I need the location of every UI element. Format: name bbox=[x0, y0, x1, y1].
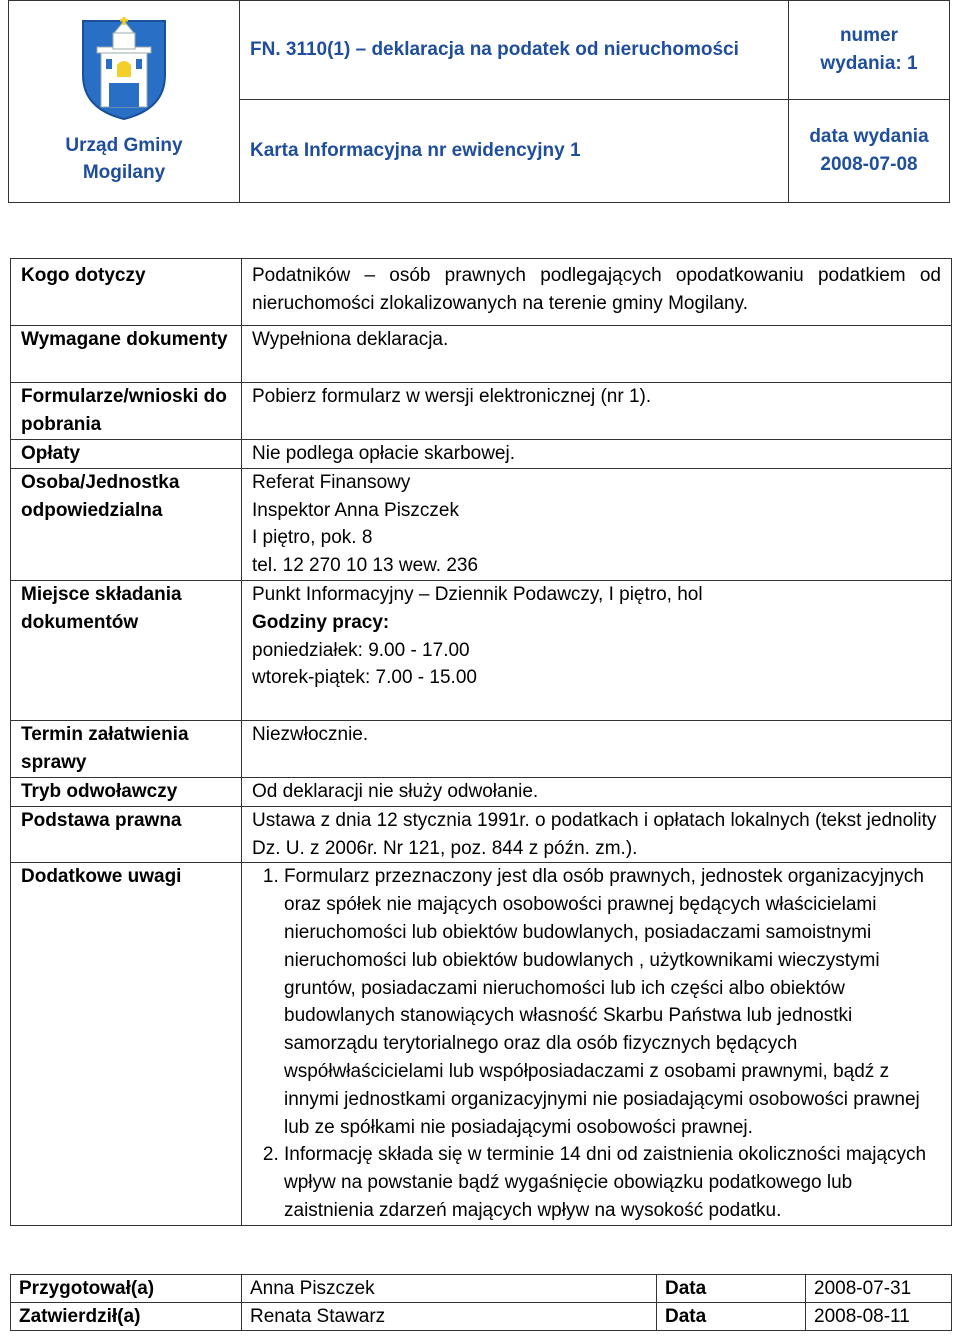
value-place bbox=[242, 580, 952, 720]
value-who: Podatników – osób prawnych podlegających opodatkowaniu podatkiem od nieruchomości zlokalizowanych na terenie gminy Mogilany. bbox=[242, 259, 952, 326]
responsible-unit: Referat Finansowy bbox=[252, 471, 411, 493]
label-notes: Dodatkowe uwagi bbox=[11, 863, 242, 1225]
place-location: Punkt Informacyjny – Dziennik Podawczy, I piętro, hol bbox=[252, 583, 703, 605]
issue-date-label: data wydania bbox=[809, 126, 929, 147]
row-notes bbox=[11, 863, 952, 1225]
responsible-room: I piętro, pok. 8 bbox=[252, 527, 373, 549]
place-hours-monday: poniedziałek: 9.00 - 17.00 bbox=[252, 639, 470, 661]
prepared-date: 2008-07-31 bbox=[806, 1275, 952, 1303]
label-appeal: Tryb odwoławczy bbox=[11, 777, 242, 806]
office-name-line1: Urząd Gminy bbox=[65, 135, 183, 156]
issue-number-cell bbox=[789, 1, 950, 100]
note-item-2: 2. Informację składa się w terminie 14 dni od zaistnienia okoliczności mających wpływ na powstanie bądź wygaśnięcie obowiązku podatkowego lub zaistnienia zdarzeń mających wpływ na wysokość podatku. bbox=[284, 1141, 941, 1224]
note-item-1: 1. Formularz przeznaczony jest dla osób prawnych, jednostek organizacyjnych oraz spółek nie mających osobowości prawnej będących właścicielami nieruchomości lub obiektów budowlanych, posiadaczami samoistnymi nieruchomości lub obiektów budowlanych , użytkownikami wieczystymi gruntów, posiadaczami nieruchomości lub ich części albo obiektów budowlanych stanowiących własność Skarbu Państwa lub jednostki samorządu terytorialnego oraz dla osób fizycznych będących współwłaścicielami lub współposiadaczami z osobami prawnymi, bądź z innymi jednostkami organizacyjnymi nie posiadającymi osobowości prawnej lub ze spółkami nie posiadającymi osobowości prawnej. bbox=[284, 863, 941, 1141]
value-legal: Ustawa z dnia 12 stycznia 1991r. o podatkach i opłatach lokalnych (tekst jednolity Dz. U. z 2006r. Nr 121, poz. 844 z późn. zm.). bbox=[242, 806, 952, 863]
label-forms: Formularze/wnioski do pobrania bbox=[11, 383, 242, 440]
row-term bbox=[11, 720, 952, 777]
office-name-line2: Mogilany bbox=[82, 162, 166, 183]
row-place bbox=[11, 580, 952, 720]
approval-table bbox=[10, 1274, 952, 1331]
row-who bbox=[11, 259, 952, 326]
label-who: Kogo dotyczy bbox=[11, 259, 242, 326]
row-appeal bbox=[11, 777, 952, 806]
row-docs bbox=[11, 326, 952, 383]
value-fees: Nie podlega opłacie skarbowej. bbox=[242, 440, 952, 469]
responsible-person: Inspektor Anna Piszczek bbox=[252, 499, 459, 521]
label-responsible: Osoba/Jednostka odpowiedzialna bbox=[11, 468, 242, 580]
approved-date-label: Data bbox=[657, 1303, 806, 1331]
responsible-phone: tel. 12 270 10 13 wew. 236 bbox=[252, 555, 479, 577]
document-subtitle: Karta Informacyjna nr ewidencyjny 1 bbox=[240, 100, 789, 203]
issue-date-value: 2008-07-08 bbox=[820, 154, 918, 175]
issue-label-2: wydania: 1 bbox=[820, 53, 918, 74]
approved-label: Zatwierdził(a) bbox=[11, 1303, 242, 1331]
document-title: FN. 3110(1) – deklaracja na podatek od nieruchomości bbox=[240, 1, 789, 100]
row-fees bbox=[11, 440, 952, 469]
coat-of-arms-logo bbox=[79, 17, 169, 121]
value-forms[interactable]: Pobierz formularz w wersji elektronicznej (nr 1). bbox=[242, 383, 952, 440]
prepared-label: Przygotował(a) bbox=[11, 1275, 242, 1303]
approved-date: 2008-08-11 bbox=[806, 1303, 952, 1331]
row-legal bbox=[11, 806, 952, 863]
place-hours-label: Godziny pracy: bbox=[252, 611, 390, 633]
issue-date-cell bbox=[789, 100, 950, 203]
label-fees: Opłaty bbox=[11, 440, 242, 469]
row-approved bbox=[11, 1303, 952, 1331]
prepared-name: Anna Piszczek bbox=[242, 1275, 657, 1303]
info-table bbox=[10, 258, 952, 1226]
label-docs: Wymagane dokumenty bbox=[11, 326, 242, 383]
value-appeal: Od deklaracji nie służy odwołanie. bbox=[242, 777, 952, 806]
prepared-date-label: Data bbox=[657, 1275, 806, 1303]
label-term: Termin załatwienia sprawy bbox=[11, 720, 242, 777]
notes-list bbox=[252, 863, 941, 1224]
approved-name: Renata Stawarz bbox=[242, 1303, 657, 1331]
value-docs: Wypełniona deklaracja. bbox=[242, 326, 952, 383]
row-responsible bbox=[11, 468, 952, 580]
office-cell bbox=[9, 1, 240, 203]
value-notes bbox=[242, 863, 952, 1225]
row-prepared bbox=[11, 1275, 952, 1303]
value-term: Niezwłocznie. bbox=[242, 720, 952, 777]
label-legal: Podstawa prawna bbox=[11, 806, 242, 863]
place-hours-tue-fri: wtorek-piątek: 7.00 - 15.00 bbox=[252, 667, 477, 689]
value-responsible bbox=[242, 468, 952, 580]
header-table bbox=[8, 0, 950, 203]
issue-label-1: numer bbox=[839, 25, 899, 46]
row-forms bbox=[11, 383, 952, 440]
label-place: Miejsce składania dokumentów bbox=[11, 580, 242, 720]
